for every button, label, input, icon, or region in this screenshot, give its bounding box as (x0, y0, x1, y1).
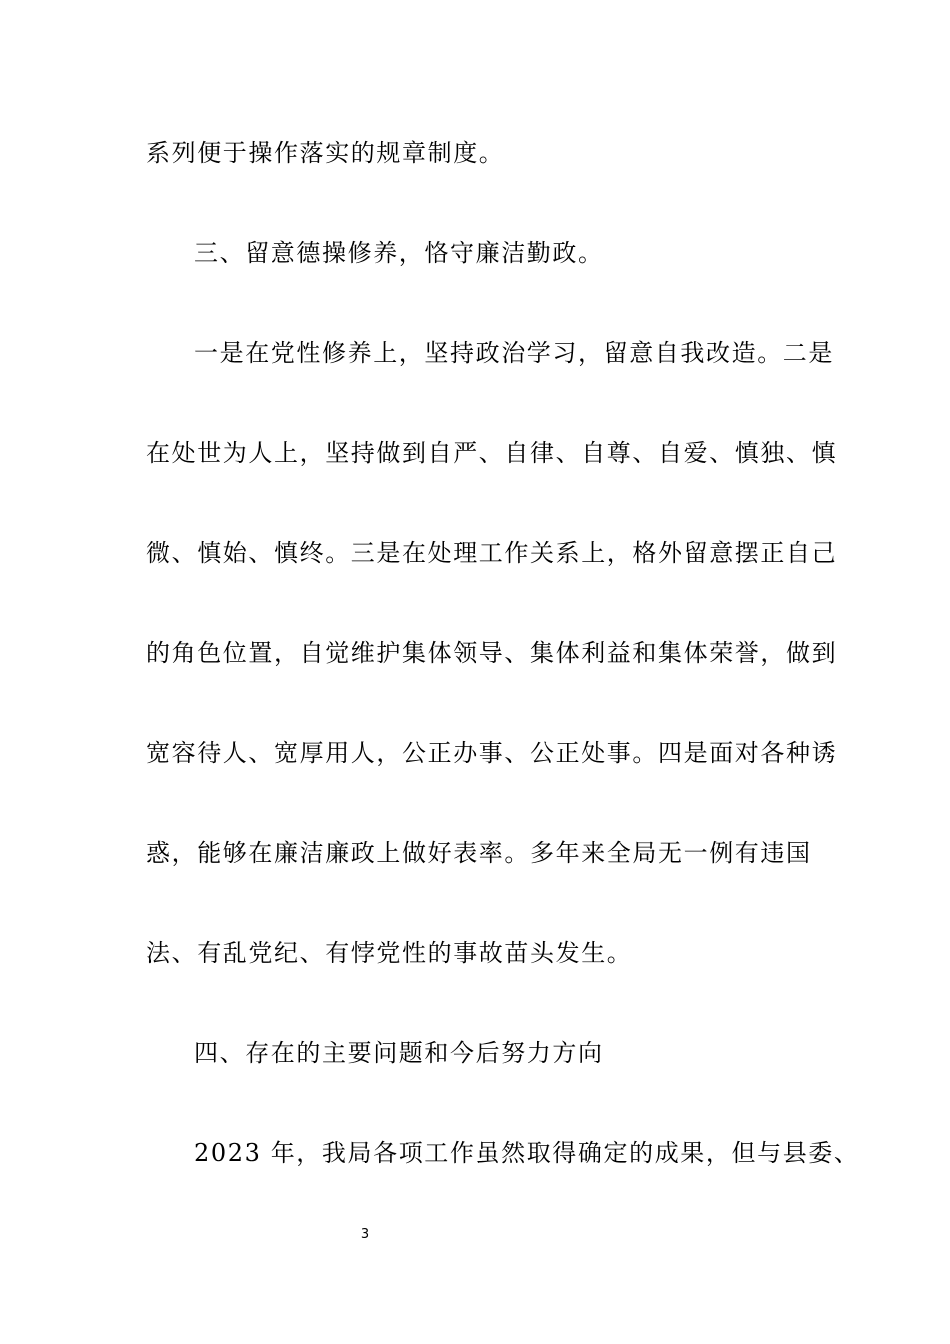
paragraph-first-line: 一是在党性修养上，坚持政治学习，留意自我改造。二是 (194, 339, 834, 367)
text-line: 的角色位置，自觉维护集体领导、集体利益和集体荣誉，做到 (146, 639, 838, 667)
page-number: 3 (360, 1227, 370, 1242)
paragraph-first-line: 2023 年，我局各项工作虽然取得确定的成果，但与县委、 (194, 1139, 860, 1167)
text-line: 微、慎始、慎终。三是在处理工作关系上，格外留意摆正自己 (146, 539, 838, 567)
text-line: 在处世为人上，坚持做到自严、自律、自尊、自爱、慎独、慎 (146, 439, 838, 467)
section-heading: 三、留意德操修养，恪守廉洁勤政。 (194, 239, 604, 267)
section-heading: 四、存在的主要问题和今后努力方向 (194, 1039, 604, 1067)
text-line: 法、有乱党纪、有悖党性的事故苗头发生。 (146, 939, 633, 967)
text-line: 惑，能够在廉洁廉政上做好表率。多年来全局无一例有违国 (146, 839, 812, 867)
text-line: 系列便于操作落实的规章制度。 (146, 139, 505, 167)
text-line: 宽容待人、宽厚用人，公正办事、公正处事。四是面对各种诱 (146, 739, 838, 767)
